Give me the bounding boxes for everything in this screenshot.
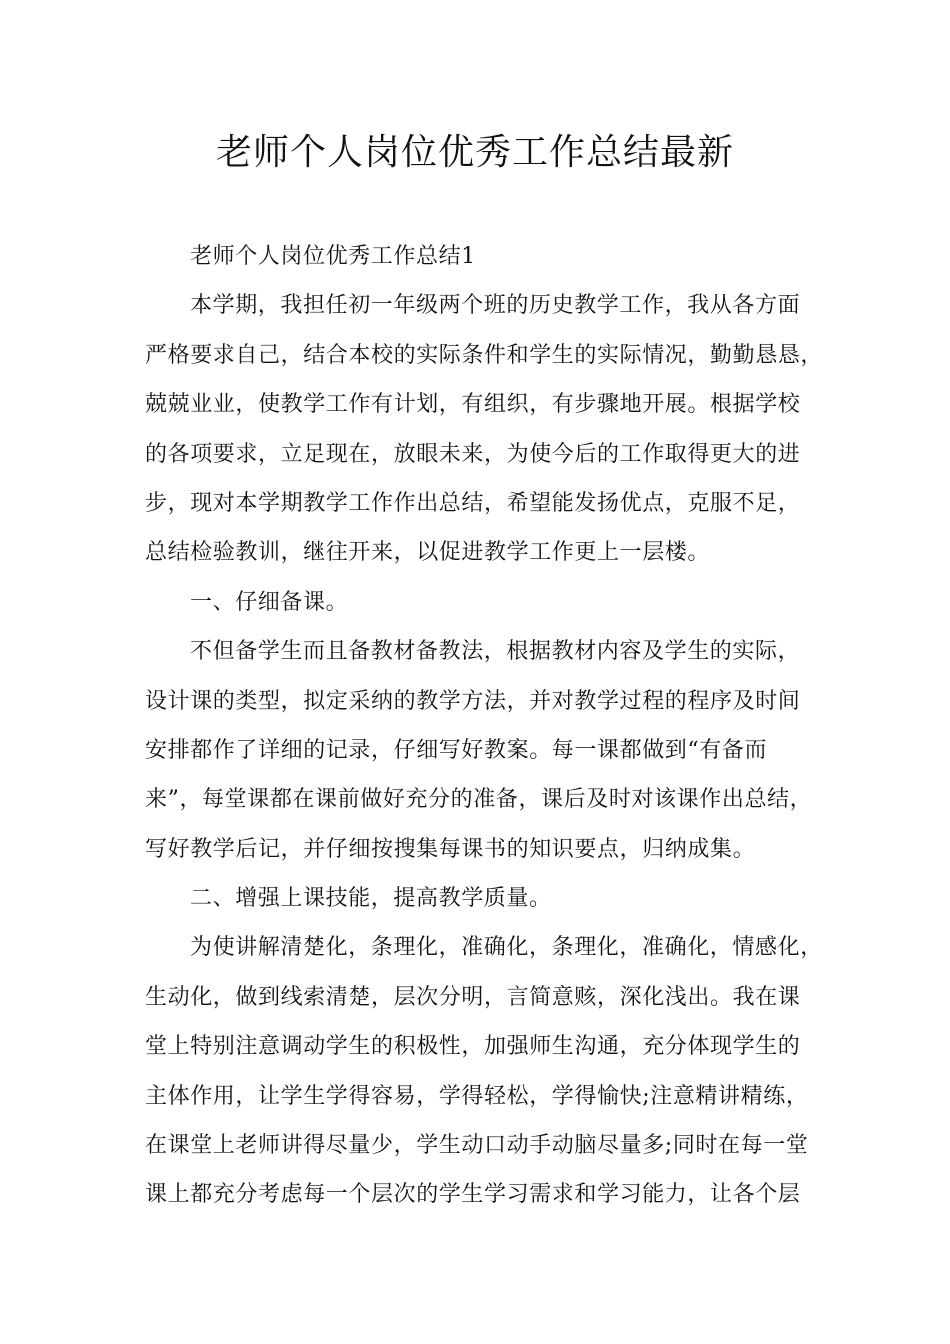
- body-line: 安排都作了详细的记录，仔细写好教案。每一课都做到“有备而: [145, 737, 768, 763]
- body-line: 主体作用，让学生学得容易，学得轻松，学得愉快;注意精讲精练，: [145, 1083, 809, 1109]
- body-line: 总结检验教训，继往开来，以促进教学工作更上一层楼。: [145, 540, 711, 566]
- body-line: 步，现对本学期教学工作作出总结，希望能发扬优点，克服不足，: [145, 490, 801, 516]
- body-line: 兢兢业业，使教学工作有计划，有组织，有步骤地开展。根据学校: [145, 392, 801, 418]
- body-line: 堂上特别注意调动学生的积极性，加强师生沟通，充分体现学生的: [145, 1034, 801, 1060]
- body-line: 课上都充分考虑每一个层次的学生学习需求和学习能力，让各个层: [145, 1182, 801, 1208]
- body-line: 为使讲解清楚化，条理化，准确化，条理化，准确化，情感化，: [190, 935, 823, 961]
- body-line: 严格要求自己，结合本校的实际条件和学生的实际情况，勤勤恳恳，: [145, 342, 824, 368]
- body-line: 生动化，做到线索清楚，层次分明，言简意赅，深化浅出。我在课: [145, 984, 801, 1010]
- document-title: 老师个人岗位优秀工作总结最新: [215, 132, 734, 173]
- body-line: 二、增强上课技能，提高教学质量。: [190, 886, 552, 912]
- body-line: 写好教学后记，并仔细按搜集每课书的知识要点，归纳成集。: [145, 836, 756, 862]
- body-line: 老师个人岗位优秀工作总结1: [190, 244, 476, 269]
- body-line: 在课堂上老师讲得尽量少，学生动口动手动脑尽量多;同时在每一堂: [145, 1133, 809, 1159]
- body-line: 本学期，我担任初一年级两个班的历史教学工作，我从各方面: [190, 293, 801, 319]
- body-line: 设计课的类型，拟定采纳的教学方法，并对教学过程的程序及时间: [145, 688, 801, 714]
- body-line: 来”，每堂课都在课前做好充分的准备，课后及时对该课作出总结，: [145, 787, 813, 813]
- body-line: 一、仔细备课。: [190, 589, 349, 615]
- document-body: [145, 232, 830, 1220]
- body-line: 的各项要求，立足现在，放眼未来，为使今后的工作取得更大的进: [145, 441, 801, 467]
- body-line: 不但备学生而且备教材备教法，根据教材内容及学生的实际，: [190, 639, 801, 665]
